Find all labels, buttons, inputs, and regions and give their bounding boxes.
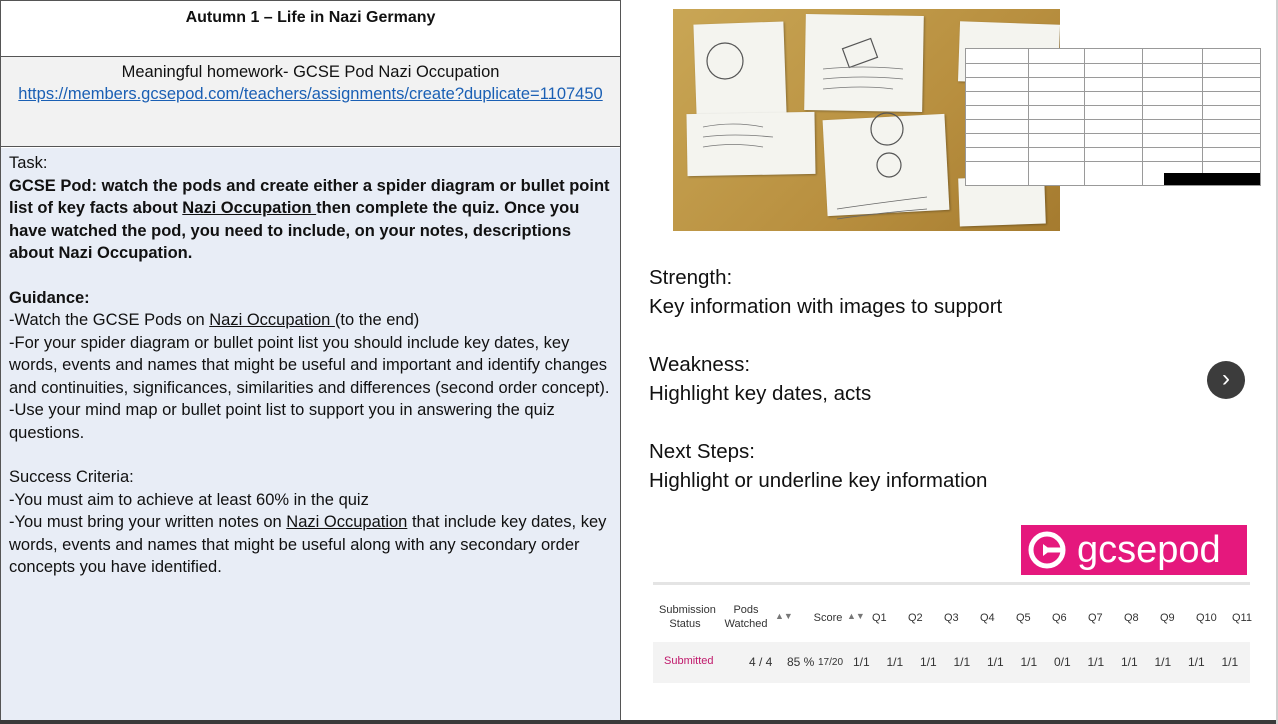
homework-box <box>1 57 620 147</box>
success-heading: Success Criteria: <box>9 468 134 486</box>
teacher-feedback <box>649 263 1069 495</box>
header-q10: Q10 <box>1196 612 1217 624</box>
weakness-text: Highlight key dates, acts <box>649 382 872 405</box>
sort-icon[interactable]: ▲▼ <box>847 611 865 621</box>
header-submission-status: Submission Status <box>659 604 716 630</box>
quiz-results-table <box>653 582 1250 683</box>
score-percent-value: 85 % <box>787 655 815 669</box>
header-q4: Q4 <box>980 612 995 624</box>
q-result-cell: 1/1 <box>987 655 1004 669</box>
header-q5: Q5 <box>1016 612 1031 624</box>
guidance-item-1 <box>9 309 612 332</box>
q-result-cell: 1/1 <box>953 655 971 669</box>
homework-link[interactable]: https://members.gcsepod.com/teachers/assignments/create?duplicate=1107450 <box>18 85 603 103</box>
gcsepod-logo-text: gcsepod <box>1077 529 1221 571</box>
task-heading: Task: <box>9 154 48 172</box>
homework-label: Meaningful homework- GCSE Pod Nazi Occupation <box>121 63 500 81</box>
header-pods-label: Pods Watched <box>724 604 768 630</box>
success-2-underlined: Nazi Occupation <box>286 513 408 531</box>
q-result-cell: 1/1 <box>1121 655 1138 669</box>
topic-header <box>1 1 620 57</box>
header-q8: Q8 <box>1124 612 1139 624</box>
guidance-1-end: (to the end) <box>334 311 420 329</box>
guidance-1-underlined: Nazi Occupation <box>209 311 335 329</box>
pods-watched-value: 4 / 4 <box>749 655 773 669</box>
task-panel <box>0 0 621 720</box>
task-instructions <box>9 175 612 265</box>
success-item-1: -You must aim to achieve at least 60% in the quiz <box>9 490 369 509</box>
header-q7: Q7 <box>1088 612 1103 624</box>
q-result-cell: 1/1 <box>1221 655 1239 669</box>
guidance-1-text: -Watch the GCSE Pods on <box>9 311 210 329</box>
submission-status-value: Submitted <box>664 655 714 667</box>
next-steps-label: Next Steps: <box>649 440 755 463</box>
task-text-underlined: Nazi Occupation <box>182 199 317 217</box>
guidance-item-3: -Use your mind map or bullet point list to support you in answering the quiz questions. <box>9 401 555 442</box>
q-result-cell: 1/1 <box>886 655 904 669</box>
q-result-cell: 1/1 <box>853 655 870 669</box>
q-result-cell: 1/1 <box>920 655 937 669</box>
q-result-cell: 0/1 <box>1054 655 1071 669</box>
q-result-cell: 1/1 <box>1188 655 1205 669</box>
task-text-2: then complete the quiz. Once you have watched the pod, you need to include, on your notes, descriptions about Nazi Occupation. <box>9 199 580 262</box>
header-q9: Q9 <box>1160 612 1175 624</box>
task-text-1: GCSE Pod: watch the pods and create either a spider diagram or bullet point list of key facts about <box>9 176 610 217</box>
guidance-item-2: -For your spider diagram or bullet point list you should include key dates, key words, events and names that might be useful and important and identify changes and continuities, significances, similarities and differences (second order concept). <box>9 333 610 397</box>
header-pods-watched[interactable] <box>721 603 771 631</box>
success-2-text: -You must bring your written notes on <box>9 513 287 531</box>
bottom-border <box>0 720 1278 724</box>
header-q1: Q1 <box>872 612 887 624</box>
next-slide-button[interactable] <box>1207 361 1245 399</box>
score-raw-value: 17/20 <box>818 657 844 668</box>
success-2-end: that include key dates, key words, events and names that might be useful along with any secondary order concepts you have identified. <box>9 513 607 576</box>
gcsepod-logo <box>1021 525 1247 575</box>
header-q6: Q6 <box>1052 612 1067 624</box>
strength-label: Strength: <box>649 266 733 289</box>
header-q3: Q3 <box>944 612 959 624</box>
success-item-2 <box>9 511 612 579</box>
q-result-cell: 1/1 <box>1154 655 1172 669</box>
q-result-cell: 1/1 <box>1087 655 1105 669</box>
gcsepod-g-icon <box>1027 530 1067 570</box>
guidance-heading: Guidance: <box>9 288 90 307</box>
chevron-right-icon: › <box>1222 365 1230 392</box>
sort-icon[interactable]: ▲▼ <box>775 611 793 621</box>
task-description <box>1 148 620 721</box>
quiz-answer-sheet <box>965 48 1261 186</box>
next-steps-text: Highlight or underline key information <box>649 469 988 492</box>
header-q11: Q11 <box>1232 612 1252 624</box>
weakness-label: Weakness: <box>649 353 751 376</box>
header-score[interactable]: Score <box>813 612 843 624</box>
q-result-cell: 1/1 <box>1020 655 1038 669</box>
strength-text: Key information with images to support <box>649 295 1003 318</box>
topic-title: Autumn 1 – Life in Nazi Germany <box>185 9 436 26</box>
header-q2: Q2 <box>908 612 923 624</box>
